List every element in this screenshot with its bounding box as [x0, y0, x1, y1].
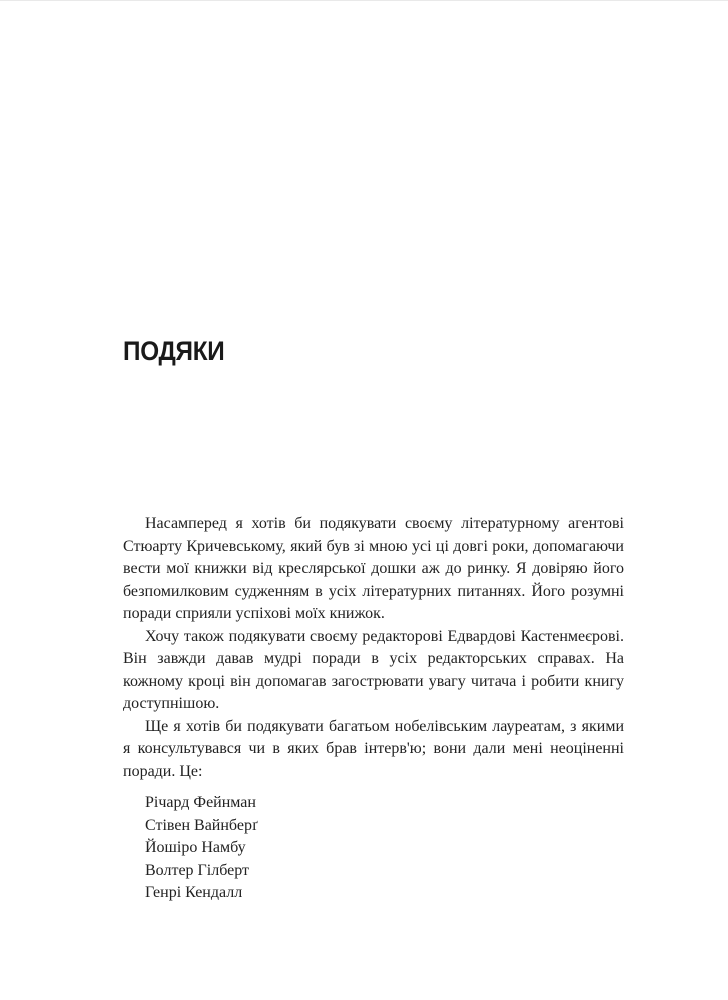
acknowledgements-text — [123, 513, 624, 783]
paragraph-agent: Насамперед я хотів би подякувати своєму літературному агентові Стюарту Кричевському, який був зі мною усі ці довгі роки, допомагаючи вести мої книжки від креслярської дошки аж до ринку. Я довіряю його безпомилковим судженням в усіх літературних питаннях. Його розумні поради сприяли успіхові моїх книжок. — [123, 515, 624, 622]
book-page — [123, 0, 624, 1000]
paragraph-editor: Хочу також подякувати своєму редакторові Едвардові Кастенмеєрові. Він завжди давав мудрі поради в усіх редакторських справах. На кожному кроці він допомагав загострювати увагу читача і робити книгу доступнішою. — [123, 627, 624, 712]
list-item: Волтер Гілберт — [145, 861, 250, 879]
list-item: Річард Фейнман — [145, 794, 256, 811]
list-item: Генрі Кендалл — [145, 884, 243, 901]
laureates-list — [145, 792, 258, 905]
paragraph-laureates: Ще я хотів би подякувати багатьом нобелівським лауреатам, з якими я консультувався чи в яких брав інтерв'ю; вони дали мені неоціненні поради. Це: — [123, 717, 624, 780]
list-item: Стівен Вайнберґ — [145, 816, 258, 834]
page-title: ПОДЯКИ — [123, 336, 225, 366]
list-item: Йошіро Намбу — [145, 839, 246, 856]
